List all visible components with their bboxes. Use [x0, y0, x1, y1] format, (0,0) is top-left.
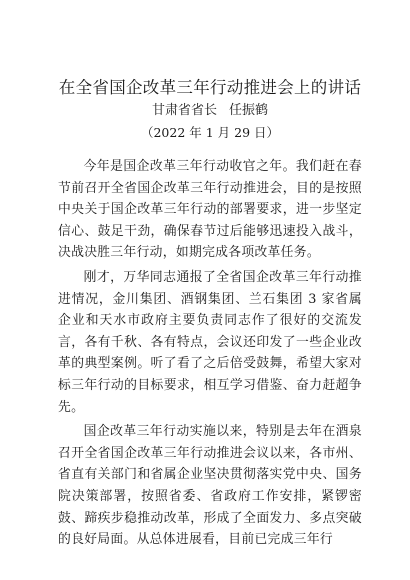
paragraph-1: 今年是国企改革三年行动收官之年。我们赶在春节前召开全省国企改革三年行动推进会，目的是按照中央关于国企改革三年行动的部署要求，进一步坚定信心、鼓足干劲，确保春节过后能够迅速投入战斗，决战决胜三年行动，如期完成各项改革任务。 — [58, 159, 362, 261]
paragraph-2: 刚才，万华同志通报了全省国企改革三年行动推进情况，金川集团、酒钢集团、兰石集团 3 家省属企业和天水市政府主要负责同志作了很好的交流发言，各有千秋、各有特点，会议还印发了一些企业改革的典型案例。听了看了之后倍受鼓舞，希望大家对标三年行动的目标要求，相互学习借鉴、奋力赶超争先。 — [58, 269, 362, 415]
speech-date: （2022 年 1 月 29 日） — [140, 125, 280, 140]
document-title: 在全省国企改革三年行动推进会上的讲话 — [58, 78, 362, 97]
paragraph-3: 国企改革三年行动实施以来，特别是去年在酒泉召开全省国企改革三年行动推进会议以来，各市州、省直有关部门和省属企业坚决贯彻落实党中央、国务院决策部署，按照省委、省政府工作安排，紧锣密鼓、蹄疾步稳推动改革，形成了全面发力、多点突破的良好局面。从总体进展看，目前已完成三年行 — [58, 424, 362, 548]
author-name: 任振鹤 — [229, 103, 269, 118]
author-line — [58, 102, 362, 120]
author-role: 甘肃省省长 — [151, 103, 217, 118]
